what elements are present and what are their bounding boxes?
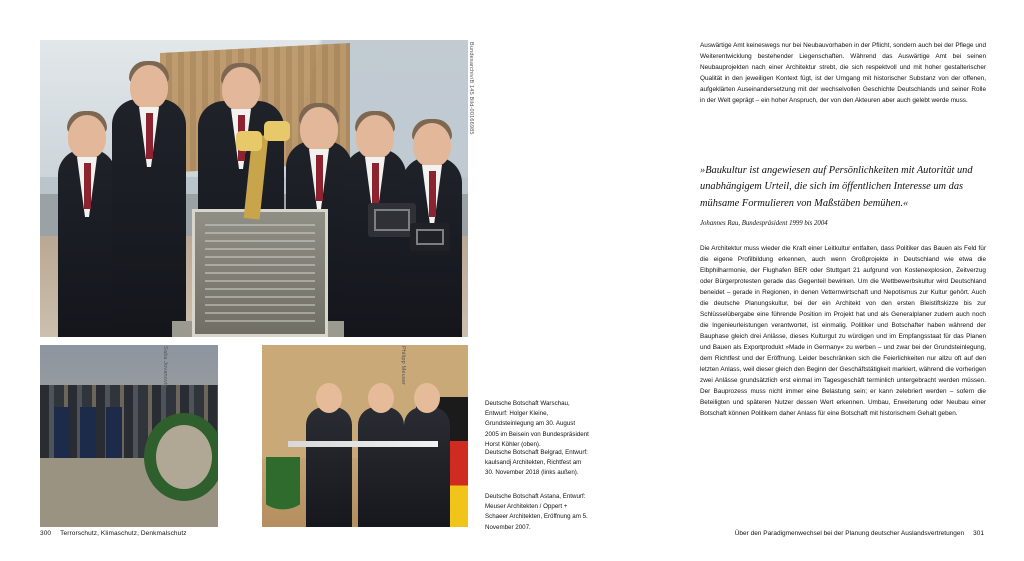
photo-person bbox=[306, 407, 352, 527]
right-page bbox=[512, 0, 1024, 561]
photo-person bbox=[358, 407, 404, 527]
caption-astana: Deutsche Botschaft Astana, Entwurf: Meuser Architekten / Oppert + Schaeer Architekten, Eröffnung am 5. November 2007. bbox=[485, 493, 588, 531]
running-head-left: Terrorschutz, Klimaschutz, Denkmalschutz bbox=[60, 530, 187, 537]
running-head-right: Über den Paradigmenwechsel bei der Planung deutscher Auslandsvertretungen bbox=[734, 530, 965, 537]
photo-groundbreaking-ceremony bbox=[40, 40, 468, 337]
body-paragraph-bottom: Die Architektur muss wieder die Kraft einer Leitkultur entfalten, dass Politiker das Bauen als Feld für die eigene Profilbildung erkennen, auch wenn Großprojekte in Deutschland wie etwa die Elbphilharmonie, der Flughafen BER oder Stuttgart 21 aufgrund von Kostenexplosion, Zeitverzug oder Bürgerprotesten gerade das Gegenteil bewirken. Um die Wettbewerbskultur wird Deutschland beneidet – gerade in Regionen, in denen Vetternwirtschaft und Nepotismus zur Kultur gehört. Auch die deutsche Planungskultur, bei der ein Architekt von den ersten Bleistiftskizze bis zur Schlüsselübergabe eine führende Position im Projekt hat und als Generalplaner zudem auch noch die Ingenieurleistungen verantwortet, ist einmalig. Politiker und Botschafter haben während der Bauphase gleich drei Anlässe, dieses Kulturgut zu würdigen und im Empfangsstaat für das Planen und Bauen als Exportprodukt »Made in Germany« zu werben – und zwar bei der Grundsteinlegung, dem Richtfest und der Eröffnung. Leider beschränken sich die Feierlichkeiten nur allzu oft auf den letzten Anlass, weil dieser gleich den Beginn der Geschäftstätigkeit markiert, während die vorherigen zwei Anlässe grundsätzlich erst einmal im Tagesgeschäft terminlich untergebracht werden müssen. Der Bauprozess muss nicht immer eine Belastung sein; er kann zelebriert werden – sofern die Beteiligten und späteren Nutzer dessen Wert erkennen. Umbau, Erweiterung oder Neubau einer Botschaft können Politikern daher Anlass für eine Botschaft mit historischem Gehalt geben. bbox=[700, 245, 986, 418]
photo-microphone bbox=[368, 203, 416, 237]
pull-quote-attribution: Johannes Rau, Bundespräsident 1999 bis 2004 bbox=[700, 220, 828, 227]
photo-glove bbox=[236, 131, 262, 151]
photo-person bbox=[112, 99, 186, 337]
photo-wreath bbox=[144, 413, 218, 501]
photo-person bbox=[106, 407, 122, 465]
page-number-right: 301 bbox=[973, 530, 984, 537]
caption-belgrad: Deutsche Botschaft Belgrad, Entwurf: kaulsandj Architekten, Richtfest am 30. November 2018 (links außen). bbox=[485, 449, 588, 477]
page-number-left: 300 bbox=[40, 530, 52, 537]
photo-microphone bbox=[410, 223, 450, 251]
body-paragraph-top: Auswärtige Amt keineswegs nur bei Neubauvorhaben in der Pflicht, sondern auch bei der Pflege und Weiterentwicklung bestehender Liegenschaften. Während das Auswärtige Amt bei seinen Neubauprojekten nach einer Architektur strebt, die sich respektvoll und mit hoher gestalterischer Qualität in den jeweiligen Kontext fügt, ist der Umgang mit historischer Substanz von der offenen, aufgeklärten Auseinandersetzung mit der wechselvollen Geschichte Deutschlands und seiner Rolle in der Welt geprägt – ein hoher Anspruch, der von den Akteuren aber auch gelebt werde muss. bbox=[700, 42, 986, 105]
photo-foundation-plaque bbox=[192, 209, 328, 337]
photo-glove bbox=[264, 121, 290, 141]
photo-wreath-laying bbox=[40, 345, 218, 527]
footer-left bbox=[40, 530, 187, 537]
photo-person bbox=[58, 149, 116, 337]
pull-quote: »Baukultur ist angewiesen auf Persönlichkeiten mit Autorität und unabhängigem Urteil, die sich im öffentlichen Interesse um das mühsame Formulieren von Maßstäben bemühen.« bbox=[700, 165, 973, 209]
photo-person bbox=[344, 149, 406, 337]
photo-person bbox=[80, 407, 96, 465]
photo-ribbon bbox=[288, 441, 438, 447]
photo-plant bbox=[266, 457, 300, 527]
footer-right bbox=[735, 530, 984, 537]
photo-person bbox=[404, 407, 450, 527]
photo-credit-ribbon: Philipp Meuser bbox=[400, 346, 406, 386]
photo-credit-wreath: Saša Jovanović bbox=[162, 346, 168, 388]
photo-credit-main: Bundesarchiv/B 145 Bild-00166985 bbox=[468, 42, 474, 135]
caption-warschau: Deutsche Botschaft Warschau, Entwurf: Holger Kleine, Grundsteinlegung am 30. August 2005 im Beisein von Bundespräsident Horst Köhler (oben). bbox=[485, 400, 589, 448]
photo-ribbon-cutting bbox=[262, 345, 468, 527]
photo-person bbox=[54, 407, 70, 465]
